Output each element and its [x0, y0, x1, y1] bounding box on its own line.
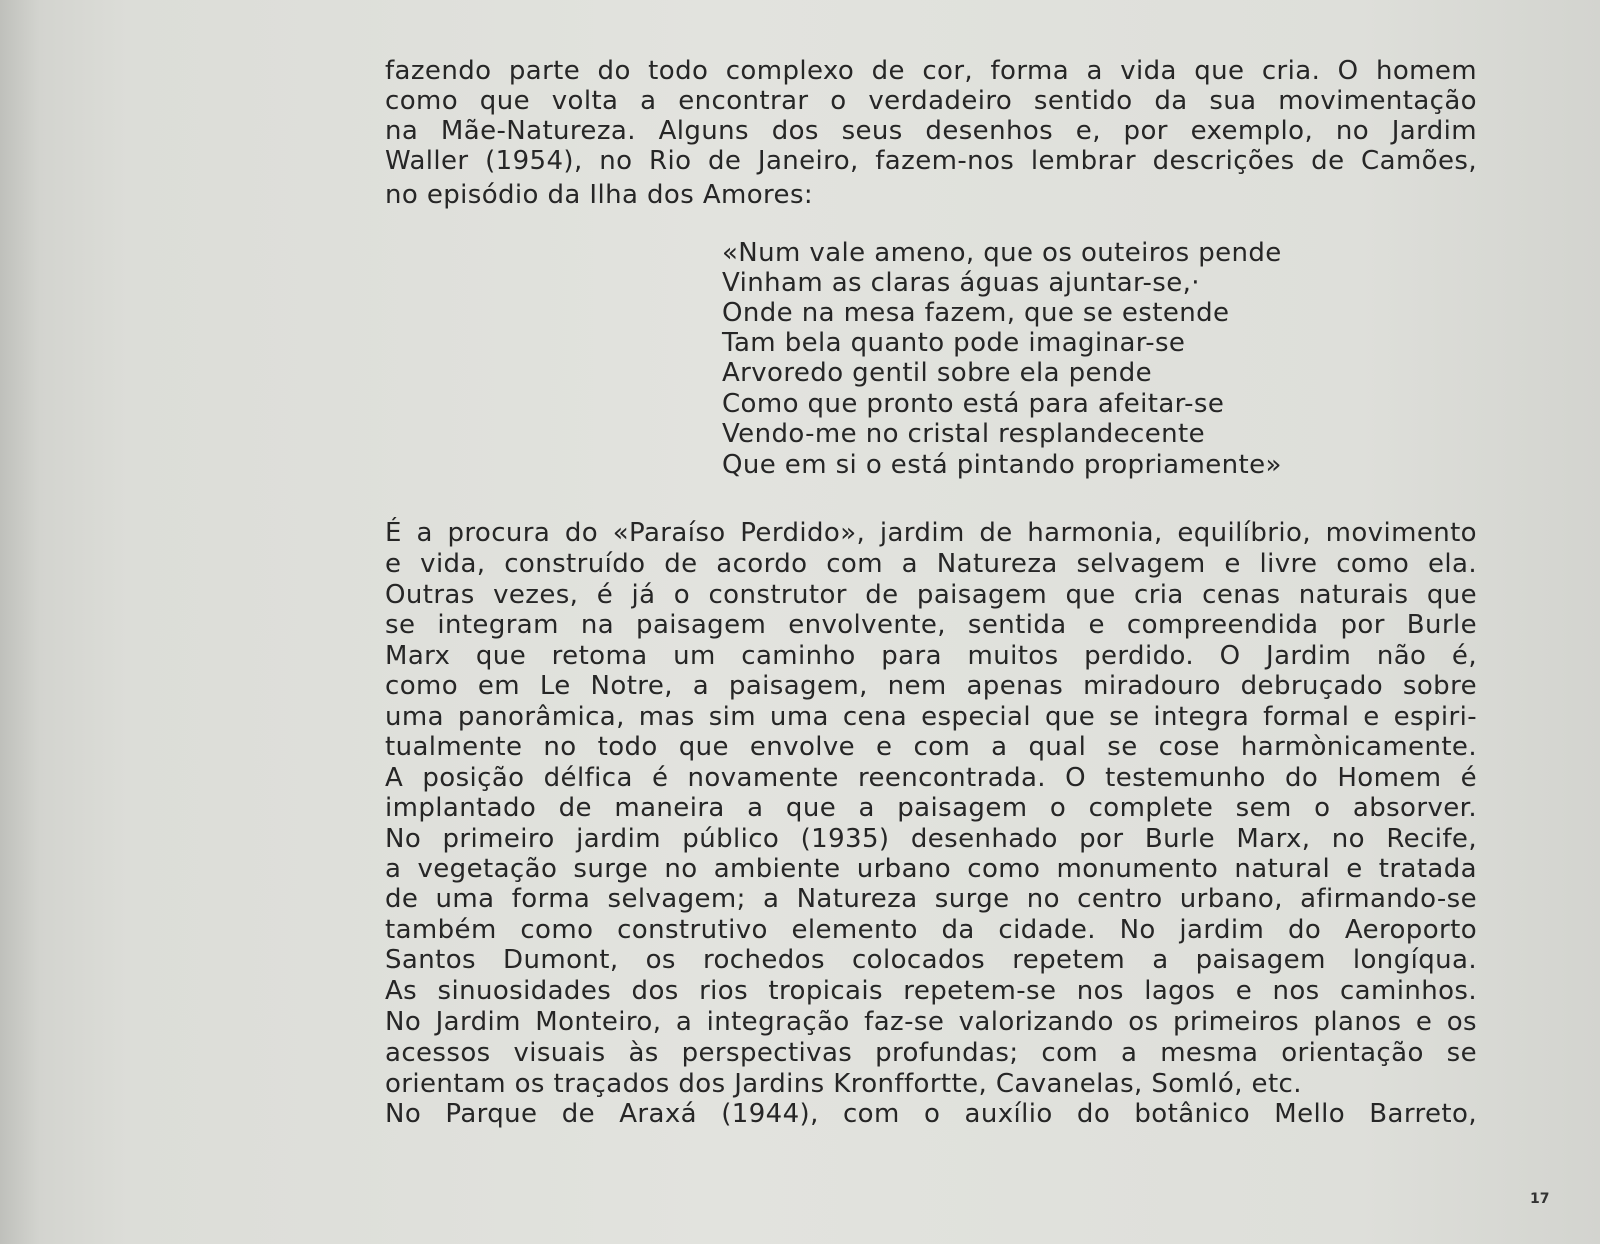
- body-line: orientam os traçados dos Jardins Kronffortte, Cavanelas, Somló, etc.: [385, 1069, 1302, 1099]
- body-line: uma panorâmica, mas sim uma cena especial que se integra formal e espiri-: [385, 702, 1477, 732]
- intro-line: na Mãe-Natureza. Alguns dos seus desenhos e, por exemplo, no Jardim: [385, 116, 1477, 146]
- intro-line: como que volta a encontrar o verdadeiro sentido da sua movimentação: [385, 86, 1477, 116]
- quote-line: Como que pronto está para afeitar-se: [722, 389, 1225, 419]
- body-line: acessos visuais às perspectivas profundas; com a mesma orientação se: [385, 1038, 1477, 1068]
- quote-line: Vinham as claras águas ajuntar-se,·: [722, 268, 1200, 298]
- body-line: Santos Dumont, os rochedos colocados repetem a paisagem longíqua.: [385, 945, 1477, 975]
- body-line: como em Le Notre, a paisagem, nem apenas miradouro debruçado sobre: [385, 671, 1477, 701]
- body-line: se integram na paisagem envolvente, sentida e compreendida por Burle: [385, 610, 1477, 640]
- quote-line: Vendo-me no cristal resplandecente: [722, 419, 1205, 449]
- body-line: a vegetação surge no ambiente urbano como monumento natural e tratada: [385, 854, 1477, 884]
- quote-line: Tam bela quanto pode imaginar-se: [722, 328, 1186, 358]
- quote-line: Arvoredo gentil sobre ela pende: [722, 358, 1153, 388]
- body-line: tualmente no todo que envolve e com a qual se cose harmònicamente.: [385, 732, 1477, 762]
- body-line: No Jardim Monteiro, a integração faz-se valorizando os primeiros planos e os: [385, 1007, 1477, 1037]
- quote-line: Onde na mesa fazem, que se estende: [722, 298, 1230, 328]
- quote-line: Que em si o está pintando propriamente»: [722, 450, 1282, 480]
- quote-line: «Num vale ameno, que os outeiros pende: [722, 238, 1282, 268]
- intro-line: fazendo parte do todo complexo de cor, forma a vida que cria. O homem: [385, 56, 1477, 86]
- body-line: As sinuosidades dos rios tropicais repetem-se nos lagos e nos caminhos.: [385, 976, 1477, 1006]
- intro-line: Waller (1954), no Rio de Janeiro, fazem-nos lembrar descrições de Camões,: [385, 146, 1477, 176]
- page-number: 17: [1530, 1191, 1550, 1207]
- body-line: Outras vezes, é já o construtor de paisagem que cria cenas naturais que: [385, 580, 1477, 610]
- body-line: É a procura do «Paraíso Perdido», jardim de harmonia, equilíbrio, movimento: [385, 518, 1477, 548]
- body-line: também como construtivo elemento da cidade. No jardim do Aeroporto: [385, 915, 1477, 945]
- body-line: A posição délfica é novamente reencontrada. O testemunho do Homem é: [385, 763, 1477, 793]
- body-line: No primeiro jardim público (1935) desenhado por Burle Marx, no Recife,: [385, 824, 1477, 854]
- intro-line: no episódio da Ilha dos Amores:: [385, 180, 814, 210]
- page-binding-shadow: [0, 0, 40, 1244]
- body-line: No Parque de Araxá (1944), com o auxílio do botânico Mello Barreto,: [385, 1099, 1477, 1129]
- body-line: de uma forma selvagem; a Natureza surge no centro urbano, afirmando-se: [385, 884, 1477, 914]
- body-line: e vida, construído de acordo com a Natureza selvagem e livre como ela.: [385, 549, 1477, 579]
- body-line: Marx que retoma um caminho para muitos perdido. O Jardim não é,: [385, 641, 1477, 671]
- body-line: implantado de maneira a que a paisagem o complete sem o absorver.: [385, 793, 1477, 823]
